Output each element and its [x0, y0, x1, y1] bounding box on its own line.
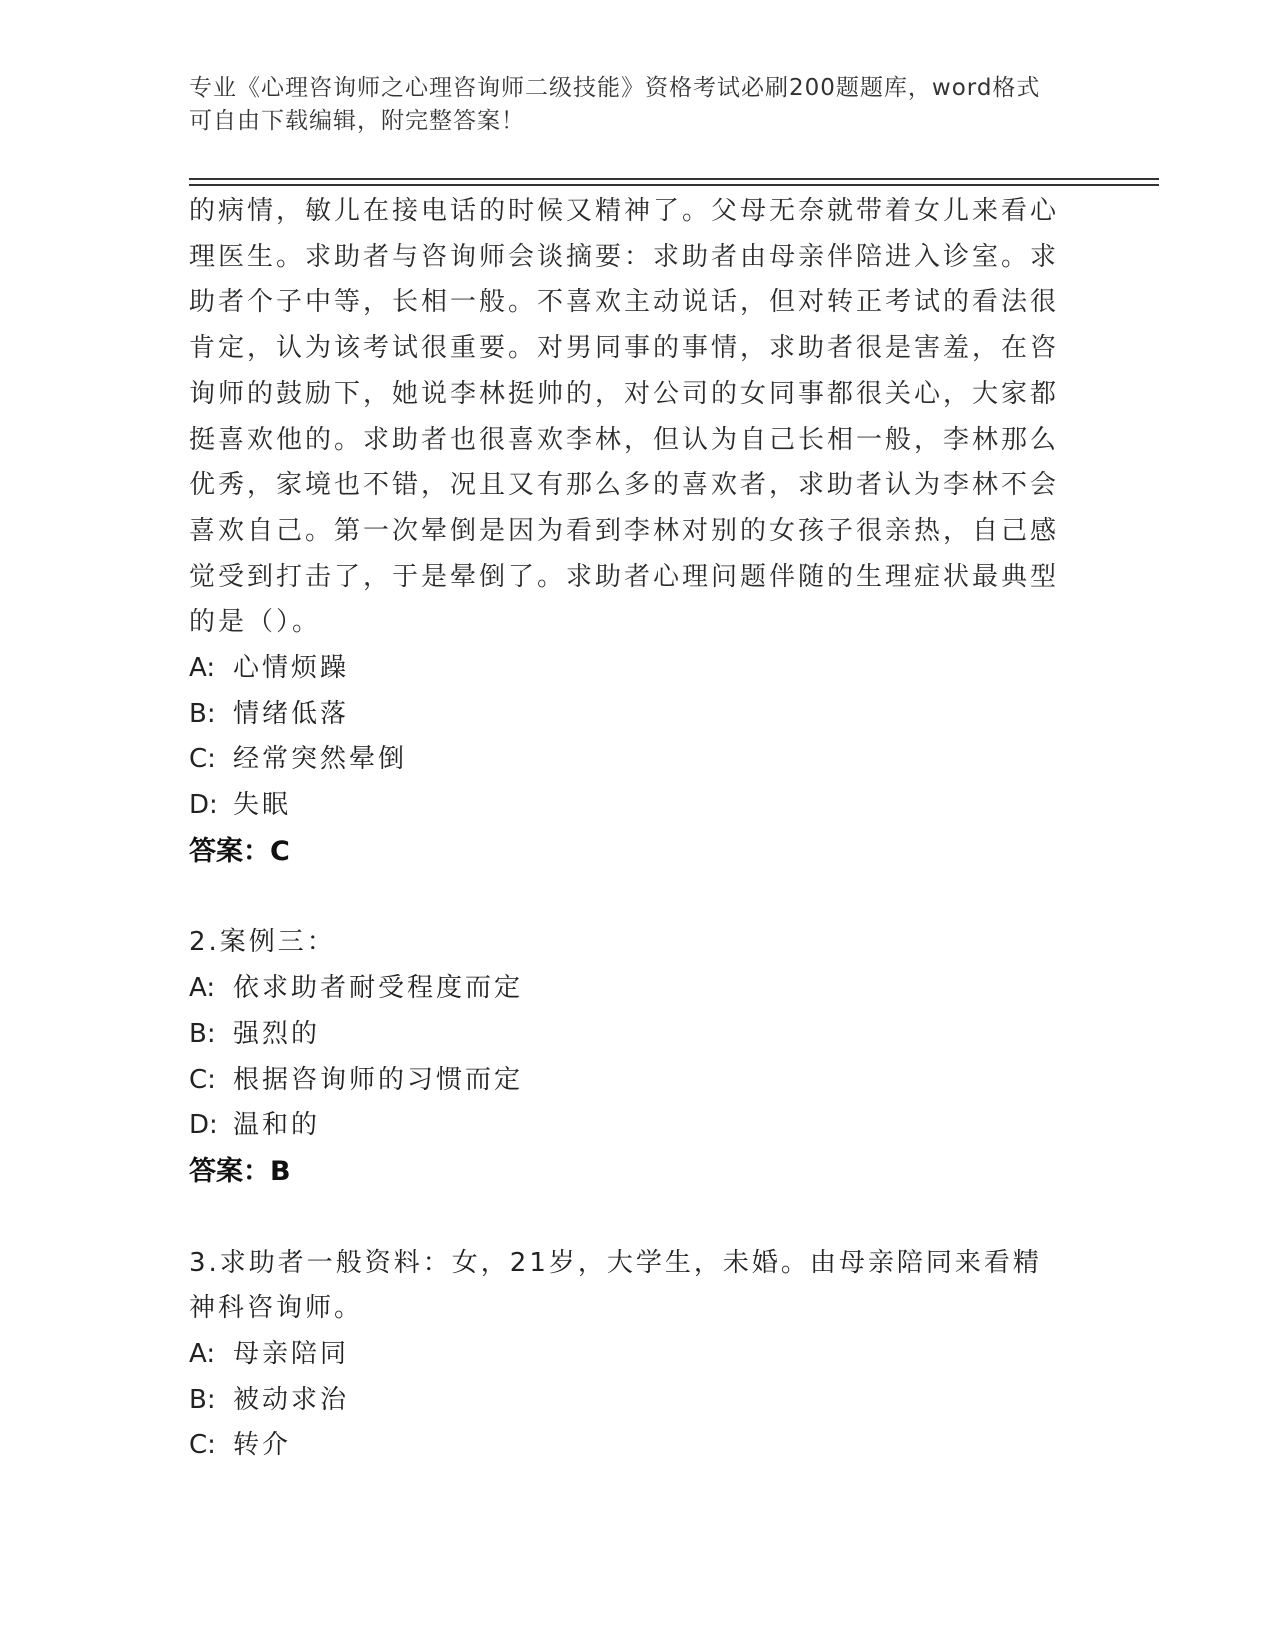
question-3-option-a: [189, 1332, 1069, 1378]
question-1-option-d: [189, 783, 1069, 829]
option-text: 母亲陪同: [233, 1339, 350, 1370]
option-text: 心情烦躁: [233, 653, 350, 684]
question-1-stem: 的病情，敏儿在接电话的时候又精神了。父母无奈就带着女儿来看心理医生。求助者与咨询师会谈摘要：求助者由母亲伴陪进入诊室。求助者个子中等，长相一般。不喜欢主动说话，但对转正考试的看法很肯定，认为该考试很重要。对男同事的事情，求助者很是害羞，在咨询师的鼓励下，她说李林挺帅的，对公司的女同事都很关心，大家都挺喜欢他的。求助者也很喜欢李林，但认为自己长相一般，李林那么优秀，家境也不错，况且又有那么多的喜欢者，求助者认为李林不会喜欢自己。第一次晕倒是因为看到李林对别的女孩子很亲热，自己感觉受到打击了，于是晕倒了。求助者心理问题伴随的生理症状最典型的是（）。: [189, 196, 1060, 638]
option-text: 被动求治: [233, 1384, 350, 1415]
spacer: [189, 1195, 1069, 1241]
question-1-option-c: [189, 737, 1069, 783]
question-2-option-b: [189, 1012, 1069, 1058]
option-label: C:: [189, 1064, 216, 1095]
option-text: 失眠: [233, 790, 292, 821]
header-line-2: 可自由下载编辑，附完整答案！: [189, 108, 525, 134]
question-3-option-b: [189, 1378, 1069, 1424]
option-label: A:: [189, 1339, 216, 1370]
option-text: 根据咨询师的习惯而定: [233, 1064, 524, 1095]
question-2-answer: 答案：B: [189, 1155, 291, 1187]
question-2: [189, 920, 1069, 1194]
option-text: 经常突然晕倒: [233, 744, 408, 775]
option-label: C:: [189, 1430, 216, 1461]
question-1-option-b: [189, 692, 1069, 738]
header-divider-top: [189, 178, 1159, 180]
question-3-title: 3.求助者一般资料：女，21岁，大学生，未婚。由母亲陪同来看精神科咨询师。: [189, 1247, 1042, 1324]
option-text: 温和的: [233, 1110, 321, 1141]
option-label: B:: [189, 698, 216, 729]
option-label: A:: [189, 973, 216, 1004]
question-2-title: 2.案例三：: [189, 927, 336, 958]
option-text: 转介: [233, 1430, 292, 1461]
option-label: A:: [189, 653, 216, 684]
question-2-option-a: [189, 966, 1069, 1012]
header-divider-bottom: [189, 184, 1159, 186]
option-text: 强烈的: [233, 1018, 321, 1049]
question-1-option-a: [189, 646, 1069, 692]
spacer: [189, 874, 1069, 920]
option-text: 情绪低落: [233, 698, 350, 729]
option-text: 依求助者耐受程度而定: [233, 973, 524, 1004]
question-1: [189, 189, 1069, 874]
question-3-option-c: [189, 1423, 1069, 1469]
option-label: C:: [189, 744, 216, 775]
question-2-option-d: [189, 1103, 1069, 1149]
option-label: D:: [189, 1110, 218, 1141]
option-label: B:: [189, 1384, 216, 1415]
page-header: [189, 72, 1069, 138]
question-2-option-c: [189, 1058, 1069, 1104]
option-label: B:: [189, 1018, 216, 1049]
option-label: D:: [189, 790, 218, 821]
question-1-answer: 答案：C: [189, 835, 290, 867]
document-body: [189, 189, 1069, 1469]
question-3: [189, 1241, 1069, 1469]
header-line-1: 专业《心理咨询师之心理咨询师二级技能》资格考试必刷200题题库，word格式: [189, 75, 1041, 101]
